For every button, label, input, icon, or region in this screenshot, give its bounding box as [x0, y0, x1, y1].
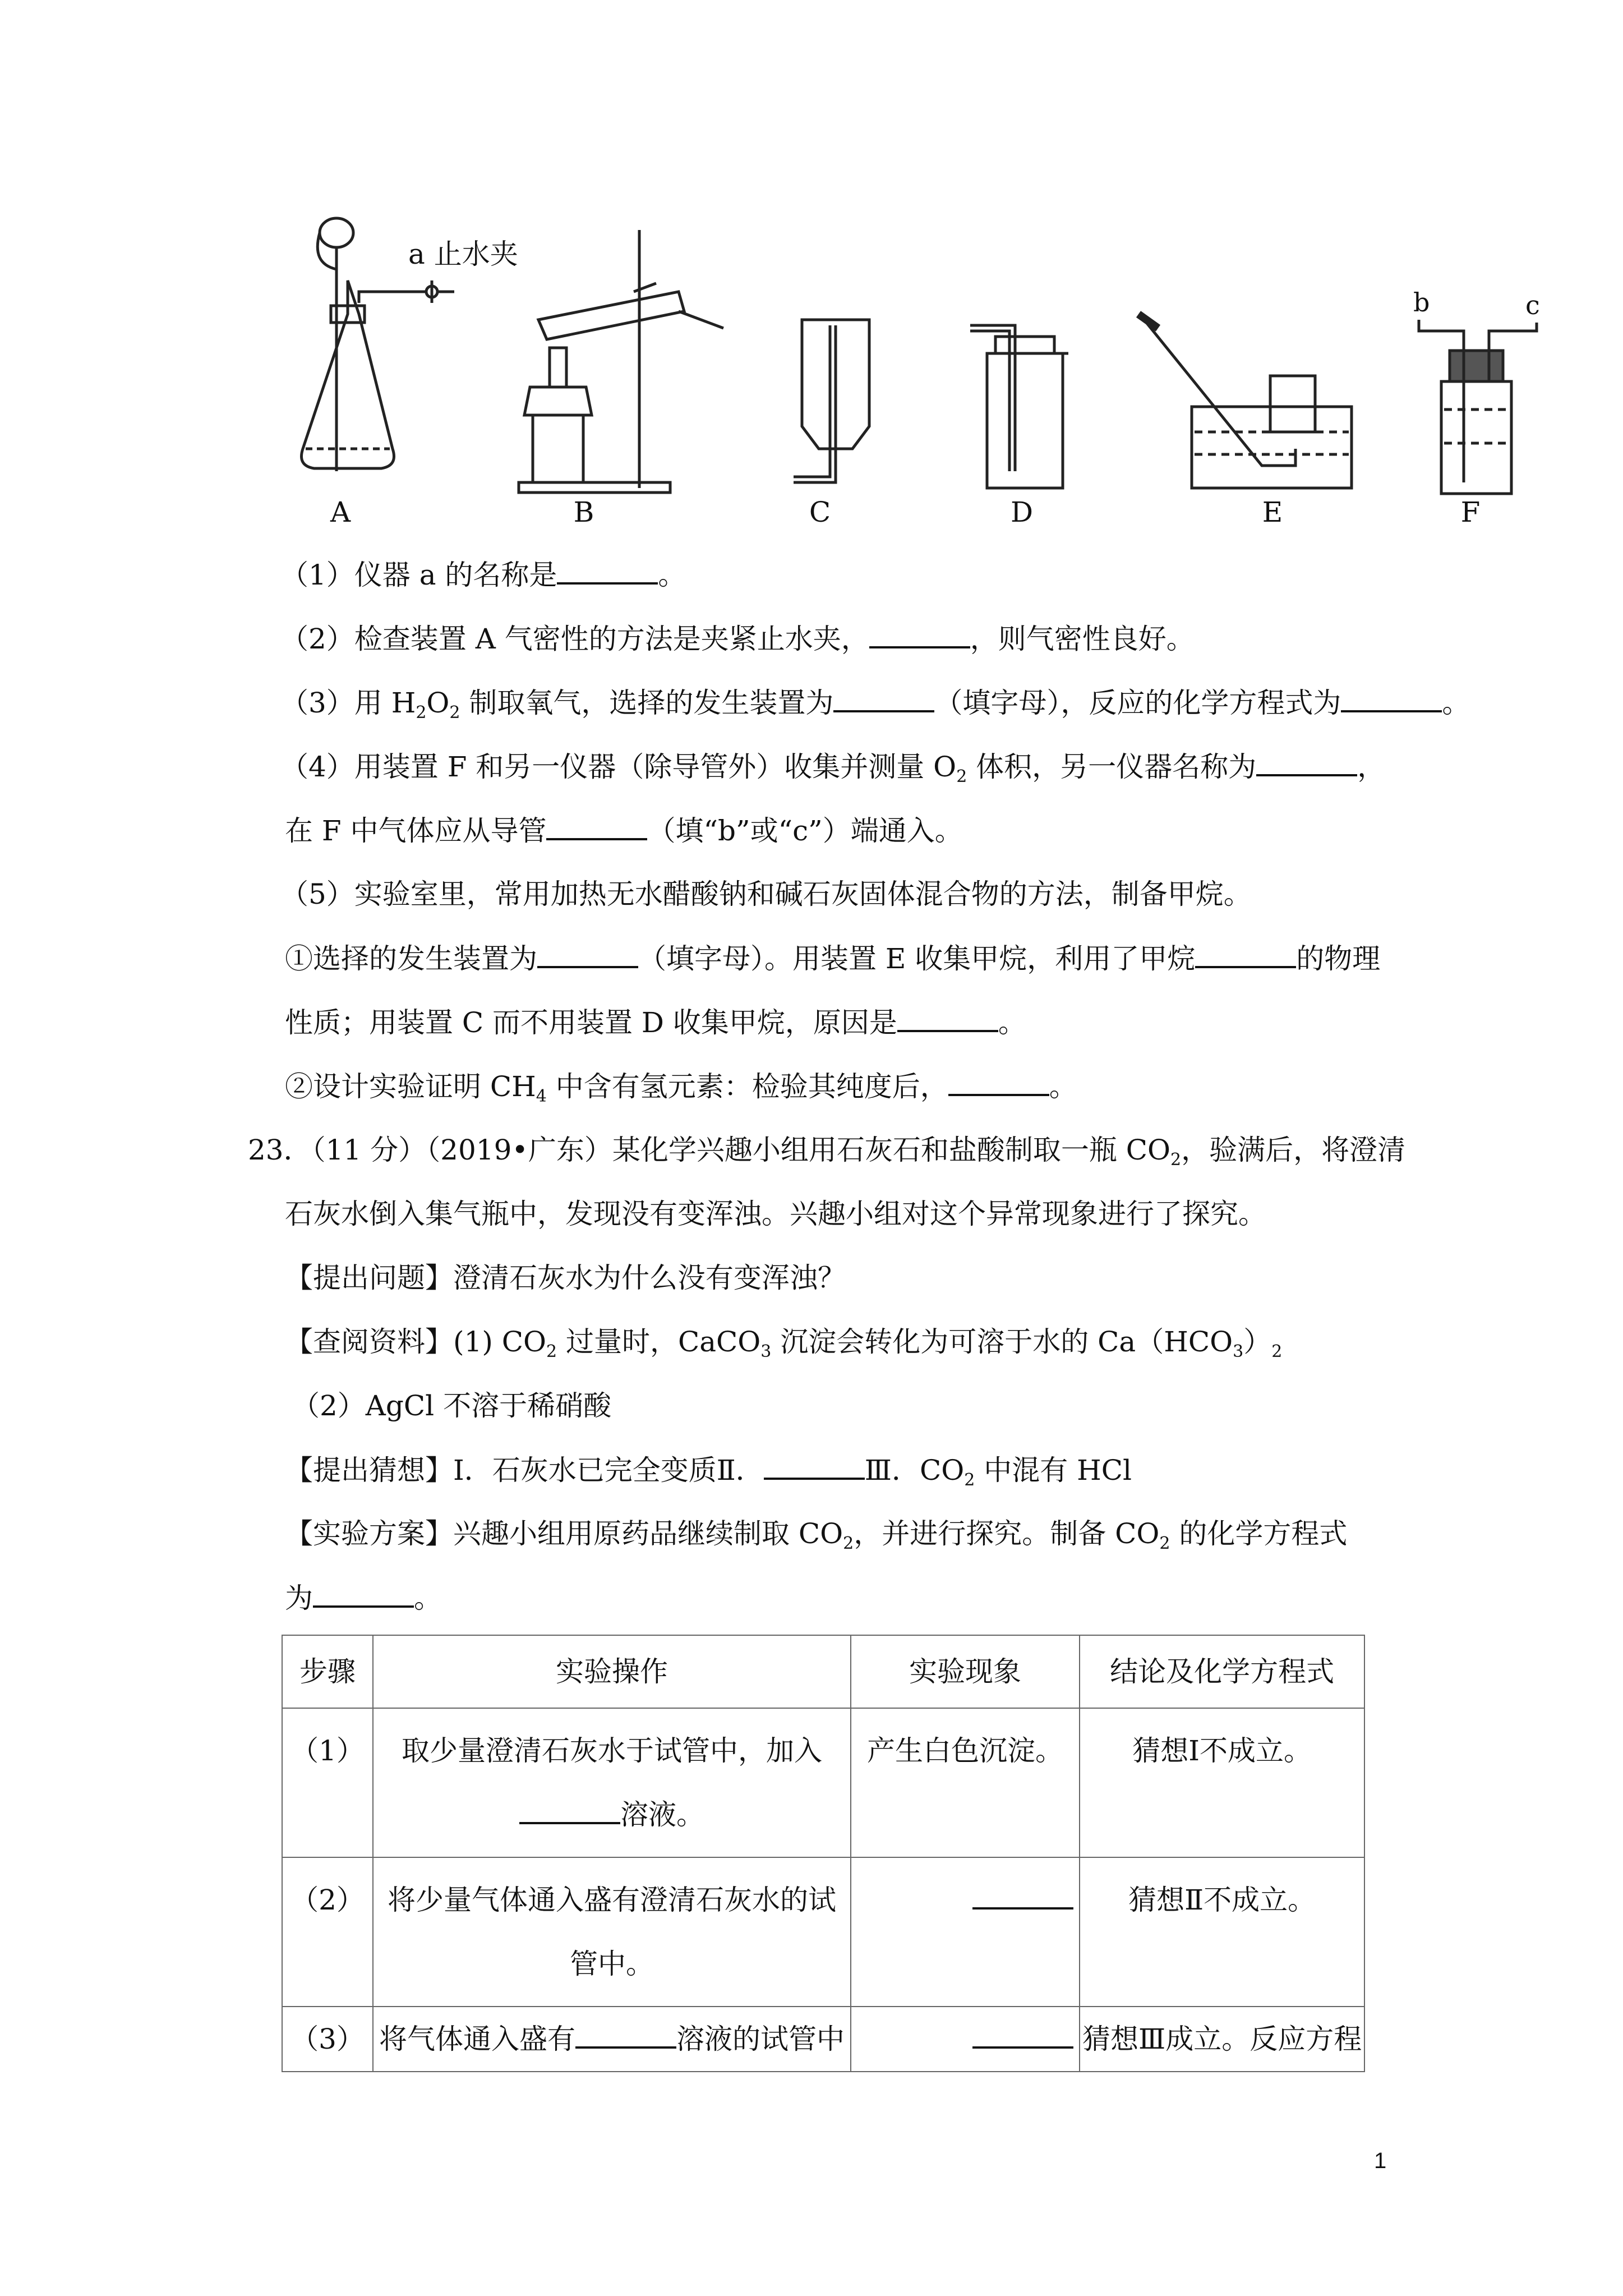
q22-part5: （5）实验室里，常用加热无水醋酸钠和碱石灰固体混合物的方法，制备甲烷。 — [280, 878, 1252, 910]
label-d: D — [1010, 496, 1034, 528]
q23-question: 【提出问题】澄清石灰水为什么没有变浑浊？ — [285, 1262, 846, 1294]
answer-blank[interactable] — [764, 1453, 865, 1480]
label-f: F — [1460, 496, 1481, 528]
answer-blank[interactable] — [546, 813, 647, 840]
step-cell: （1） — [282, 1708, 373, 1857]
answer-blank[interactable] — [557, 558, 658, 585]
header-phenomenon: 实验现象 — [851, 1635, 1080, 1708]
conclusion-cell: 猜想Ⅱ不成立。 — [1080, 1857, 1364, 2007]
table-header — [282, 1635, 1364, 1708]
answer-blank[interactable] — [897, 1005, 998, 1032]
answer-blank[interactable] — [833, 685, 934, 712]
apparatus-e — [1138, 314, 1352, 488]
answer-blank[interactable] — [1195, 941, 1296, 968]
step-cell: （2） — [282, 1857, 373, 2007]
table-row — [282, 2007, 1364, 2072]
q22-part5-1-cont: 性质；用装置 C 而不用装置 D 收集甲烷，原因是 。 — [285, 1006, 1026, 1039]
answer-blank[interactable] — [1256, 749, 1357, 776]
answer-blank[interactable] — [575, 2022, 676, 2049]
header-operation: 实验操作 — [373, 1635, 851, 1708]
page-number: 1 — [1374, 2148, 1387, 2173]
operation-cell: 将气体通入盛有 溶液的试管中 — [373, 2007, 851, 2072]
answer-blank[interactable] — [948, 1069, 1049, 1096]
apparatus-d — [970, 325, 1068, 488]
phenomenon-cell — [851, 1857, 1080, 2007]
q23-reference-1: 【查阅资料】(1) $CO_2$ 过量时，CaCO$_3$ 沉淀会转化为可溶于水的 $Ca(HCO_3)_2$ — [285, 1326, 1283, 1361]
answer-blank[interactable] — [313, 1581, 414, 1608]
apparatus-figure — [0, 202, 1623, 539]
q22-part4: （4）用装置 F 和另一仪器（除导管外）收集并测量 $O_2$ 体积，另一仪器名称为 ， — [280, 751, 1386, 786]
operation-cell: 取少量澄清石灰水于试管中，加入 溶液。 — [373, 1708, 851, 1857]
apparatus-f — [1413, 287, 1540, 494]
clamp-label: a 止水夹 — [408, 238, 518, 270]
q23-reference-2: （2）AgCl 不溶于稀硝酸 — [292, 1389, 612, 1422]
q22-part1: （1）仪器 a 的名称是 。 — [280, 559, 686, 591]
experiment-table — [282, 1635, 1365, 2072]
q22-part2: （2）检查装置 A 气密性的方法是夹紧止水夹， ，则气密性良好。 — [280, 623, 1195, 655]
apparatus-c — [794, 320, 869, 482]
q23-plan: 【实验方案】兴趣小组用原药品继续制取 $CO_2$，并进行探究。制备 $CO_2$ 的化学方程式 — [285, 1517, 1348, 1553]
conclusion-cell: 猜想Ⅰ不成立。 — [1080, 1708, 1364, 1857]
table-row — [282, 1857, 1364, 2007]
q23-stem-cont: 石灰水倒入集气瓶中，发现没有变浑浊。兴趣小组对这个异常现象进行了探究。 — [285, 1198, 1266, 1230]
answer-blank[interactable] — [972, 1883, 1073, 1910]
q22-part4-cont: 在 F 中气体应从导管 （填“b”或“c”）端通入。 — [285, 815, 963, 847]
label-a: A — [330, 496, 351, 528]
table-row — [282, 1708, 1364, 1857]
q23-plan-cont: 为 。 — [285, 1582, 442, 1614]
answer-blank[interactable] — [869, 622, 970, 648]
port-c-label: c — [1525, 290, 1540, 320]
label-e: E — [1262, 496, 1283, 528]
answer-blank[interactable] — [537, 941, 638, 968]
label-b: B — [573, 496, 594, 528]
q22-part5-2: ②设计实验证明 $CH_4$ 中含有氢元素：检验其纯度后， 。 — [285, 1070, 1077, 1106]
header-conclusion: 结论及化学方程式 — [1080, 1635, 1364, 1708]
step-cell: （3） — [282, 2007, 373, 2072]
answer-blank[interactable] — [972, 2022, 1073, 2049]
phenomenon-cell — [851, 2007, 1080, 2072]
apparatus-b — [519, 230, 723, 493]
operation-cell: 将少量气体通入盛有澄清石灰水的试 管中。 — [373, 1857, 851, 2007]
label-c: C — [809, 496, 831, 528]
q22-part3: （3）用 $H_2O_2$ 制取氧气，选择的发生装置为 （填字母），反应的化学方程式为 。 — [280, 687, 1470, 723]
phenomenon-cell: 产生白色沉淀。 — [851, 1708, 1080, 1857]
header-step: 步骤 — [282, 1635, 373, 1708]
answer-blank[interactable] — [1341, 685, 1442, 712]
conclusion-cell: 猜想Ⅲ成立。反应方程 — [1080, 2007, 1364, 2072]
answer-blank[interactable] — [519, 1797, 620, 1824]
apparatus-a — [302, 218, 518, 471]
q22-part5-1: ①选择的发生装置为 （填字母）。用装置 E 收集甲烷，利用了甲烷 的物理 — [285, 942, 1381, 975]
port-b-label: b — [1413, 287, 1430, 318]
q23-hypothesis: 【提出猜想】Ⅰ．石灰水已完全变质Ⅱ． Ⅲ．$CO_2$ 中混有 HCl — [285, 1454, 1132, 1490]
q23-stem: 23．（11 分）（2019•广东）某化学兴趣小组用石灰石和盐酸制取一瓶 $CO_2$，验满后，将澄清 — [248, 1134, 1406, 1170]
